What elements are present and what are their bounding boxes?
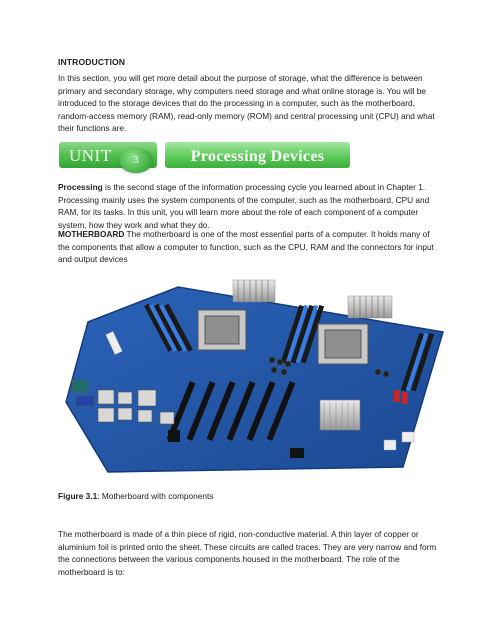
unit-title-box [165, 142, 350, 168]
intro-paragraph: In this section, you will get more detail about the purpose of storage, what the difference is between primary and secondary storage, why computers need storage and what online storage is. You will be introduced to the storage devices that do the processing in a computer, such as the motherboard, random-access memory (RAM), read-only memory (ROM) and central processing unit (CPU) and what their functions are. [58, 73, 435, 133]
motherboard-image [58, 262, 448, 480]
processing-keyword: Processing [58, 182, 103, 192]
figure-caption [58, 491, 213, 501]
figure-caption-text: : Motherboard with components [97, 491, 214, 501]
figure-caption-label: Figure 3.1 [58, 491, 98, 501]
unit-label: UNIT [69, 146, 112, 165]
intro-heading: INTRODUCTION [58, 57, 126, 67]
motherboard-text: The motherboard is one of the most essential parts of a computer. It holds many of the components that allow a computer to function, such as the CPU, RAM and the connectors for input and output devices [58, 229, 434, 264]
processing-text: is the second stage of the information processing cycle you learned about in Chapter 1. Processing mainly uses the system components of the computer, such as the motherboard, CPU and RAM, for its tasks. In this unit, you will learn more about the role of each component of a computer system, how they work and what they do. [58, 182, 430, 230]
unit-number-badge [119, 148, 153, 173]
unit-banner [59, 140, 350, 173]
processing-paragraph [58, 181, 442, 231]
unit-number: 3 [133, 154, 139, 166]
motherboard-paragraph [58, 228, 442, 266]
motherboard-keyword: MOTHERBOARD [58, 229, 125, 239]
motherboard-description-paragraph: The motherboard is made of a thin piece of rigid, non-conductive material. A thin layer of copper or aluminium foil is printed onto the sheet. These circuits are called traces. They are very narrow and form the connections between the various components housed in the motherboard. The role of the motherboard is to: [58, 529, 437, 577]
unit-title: Processing Devices [190, 148, 325, 165]
